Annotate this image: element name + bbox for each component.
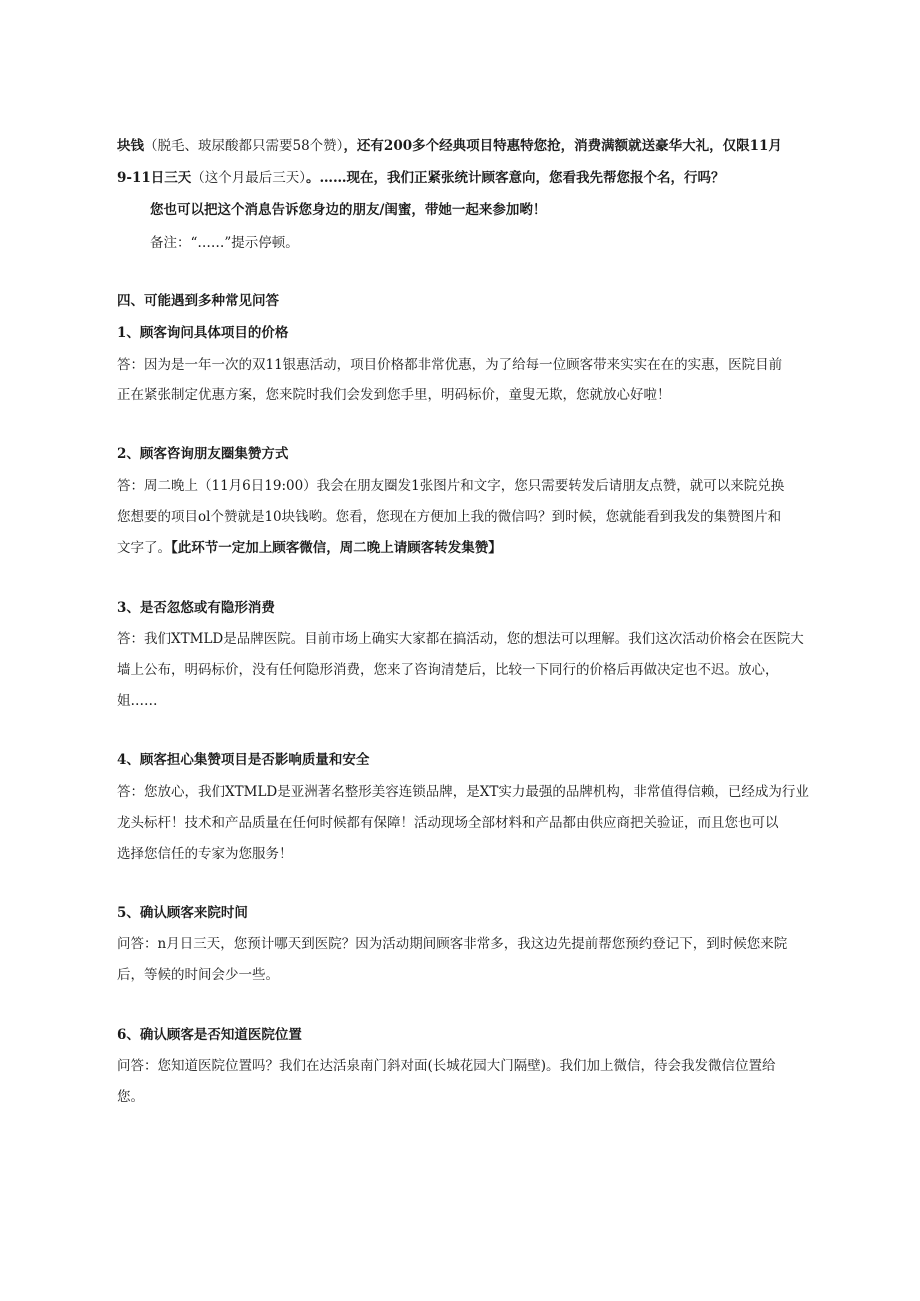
- intro-line-1-a: 块钱: [117, 138, 144, 154]
- qa-1-answer-line: 正在紧张制定优惠方案，您来院时我们会发到您手里，明码标价，童叟无欺，您就放心好啦！: [117, 387, 671, 403]
- qa-1-question: 1、顾客询问具体项目的价格: [117, 325, 289, 341]
- intro-line-2-c: 。……现在，我们正紧张统计顾客意向，您看我先帮您报个名，行吗？: [306, 170, 725, 186]
- qa-3-answer-line: 姐……: [117, 693, 158, 709]
- intro-line-2-a: 9-11日三天: [117, 170, 192, 186]
- qa-2-answer-highlight: 【此环节一定加上顾客微信，周二晚上请顾客转发集赞】: [171, 540, 502, 556]
- qa-2-answer-line: [117, 538, 502, 558]
- qa-4-answer-line: 选择您信任的专家为您服务！: [117, 846, 293, 862]
- intro-line-3: 您也可以把这个消息告诉您身边的朋友/闺蜜，带她一起来参加哟！: [150, 202, 547, 218]
- qa-6-question: 6、确认顾客是否知道医院位置: [117, 1027, 302, 1043]
- qa-3-answer-line: 墙上公布，明码标价，没有任何隐形消费，您来了咨询清楚后，比较一下同行的价格后再做决定也不迟。放心，: [117, 662, 779, 678]
- qa-2-question: 2、顾客咨询朋友圈集赞方式: [117, 446, 289, 462]
- qa-4-answer-line: 答：您放心，我们XTMLD是亚洲著名整形美容连锁品牌，是XT实力最强的品牌机构，非常值得信赖，已经成为行业: [117, 784, 809, 800]
- qa-3-answer-line: 答：我们XTMLD是品牌医院。目前市场上确实大家都在搞活动，您的想法可以理解。我们这次活动价格会在医院大: [117, 631, 804, 647]
- qa-5-answer-line: 问答：n月日三天，您预计哪天到医院？因为活动期间顾客非常多，我这边先提前帮您预约登记下，到时候您来院: [117, 936, 788, 952]
- qa-4-answer-line: 龙头标杆！技术和产品质量在任何时候都有保障！活动现场全部材料和产品都由供应商把关验证，而且您也可以: [117, 815, 779, 831]
- qa-5-answer-line: 后，等候的时间会少一些。: [117, 967, 279, 983]
- intro-line-1-c: ，还有200多个经典项目特惠特您抢，消费满额就送豪华大礼，仅限11月: [343, 138, 782, 154]
- intro-line-1: [117, 136, 782, 156]
- qa-6-answer-line: 您。: [117, 1089, 144, 1105]
- qa-2-answer-line: 您想要的项目ol个赞就是10块钱哟。您看，您现在方便加上我的微信吗？到时候，您就能看到我发的集赞图片和: [117, 509, 782, 525]
- intro-line-2: [117, 168, 725, 188]
- qa-2-answer-line: 答：周二晚上（11月6日19:00）我会在朋友圈发1张图片和文字，您只需要转发后请朋友点赞，就可以来院兑换: [117, 478, 785, 494]
- section-title: 四、可能遇到多种常见问答: [117, 293, 279, 309]
- qa-2-answer-plain: 文字了。: [117, 540, 171, 556]
- qa-6-answer-line: 问答：您知道医院位置吗？我们在达活泉南门斜对面(长城花园大门隔壁)。我们加上微信，待会我发微信位置给: [117, 1058, 776, 1074]
- intro-note: 备注：“……”提示停顿。: [150, 235, 299, 251]
- intro-line-2-b: （这个月最后三天）: [191, 170, 307, 186]
- qa-1-answer-line: 答：因为是一年一次的双11银惠活动，项目价格都非常优惠，为了给每一位顾客带来实实在在的实惠，医院目前: [117, 357, 783, 373]
- qa-4-question: 4、顾客担心集赞项目是否影响质量和安全: [117, 752, 370, 768]
- qa-3-question: 3、是否忽悠或有隐形消费: [117, 600, 275, 616]
- intro-line-1-b: （脱毛、玻尿酸都只需要58个赞）: [144, 138, 344, 154]
- qa-5-question: 5、确认顾客来院时间: [117, 905, 248, 921]
